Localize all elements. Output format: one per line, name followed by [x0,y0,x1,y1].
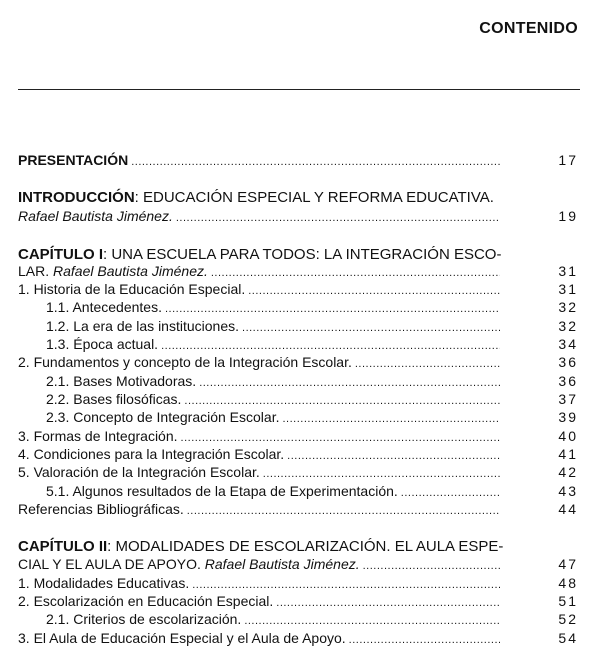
toc-entry-title [18,391,181,407]
page-number: 54 [558,630,578,646]
page-number: 32 [558,299,578,315]
dot-leader [211,267,500,279]
dot-leader [161,340,500,352]
toc-entry-title [18,208,173,224]
toc-entry-title [18,373,196,389]
dot-leader [276,597,500,609]
toc-entry-text: : EDUCACIÓN ESPECIAL Y REFORMA EDUCATIVA. [134,189,494,206]
dot-leader [282,413,500,425]
dot-leader [242,322,500,334]
toc-entry-text: 3. Formas de Integración. [18,428,178,444]
page-number: 37 [558,391,578,407]
toc-entry-title [18,593,273,609]
toc-entry-text: CIAL Y EL AULA DE APOYO. [18,556,205,572]
dot-leader [199,377,500,389]
toc-entry-title [18,409,279,425]
dot-leader [187,505,500,517]
dot-leader [244,615,500,627]
toc-entry [18,189,578,208]
toc-entry [18,373,578,392]
divider [18,89,580,90]
page-number: 36 [558,354,578,370]
page-number: 42 [558,464,578,480]
toc-entry-title [18,299,162,315]
page-number: 51 [558,593,578,609]
toc-entry-bold: CAPÍTULO I [18,246,103,263]
dot-leader [263,468,500,480]
page-number: 19 [558,208,578,224]
toc-entry-title [18,281,245,297]
toc-entry-title [18,318,239,334]
page-number: 44 [558,501,578,517]
toc-entry-text: 2.3. Concepto de Integración Escolar. [46,409,280,425]
dot-leader [248,285,500,297]
toc-entry-text: : MODALIDADES DE ESCOLARIZACIÓN. EL AULA ESPE- [107,538,504,555]
toc-entry-text: Referencias Bibliográficas. [18,501,184,517]
toc-entry [18,354,578,373]
page-number: 48 [558,575,578,591]
toc-entry [18,409,578,428]
toc-entry-title [18,501,184,517]
toc-entry [18,501,578,520]
toc-entry [18,281,578,300]
toc-entry-title [18,354,352,370]
toc-entry-title [18,538,503,555]
toc-entry [18,556,578,575]
dot-leader [184,395,500,407]
toc-entry-text: 1.3. Época actual. [46,336,159,352]
toc-entry-text: 2. Fundamentos y concepto de la Integración Escolar. [18,354,352,370]
dot-leader [192,579,500,591]
toc-entry [18,593,578,612]
toc-entry [18,299,578,318]
toc-entry-title [18,464,260,480]
toc-entry [18,464,578,483]
page-number: 41 [558,446,578,462]
dot-leader [287,450,500,462]
toc-entry [18,446,578,465]
dot-leader [401,487,500,499]
toc-entry-title [18,446,284,462]
page-heading: CONTENIDO [479,20,578,37]
toc-entry-title [18,263,208,279]
toc-entry [18,630,578,649]
page-number: 52 [558,611,578,627]
page-number: 17 [558,152,578,168]
page-number: 36 [558,373,578,389]
toc-entry [18,263,578,282]
dot-leader [363,560,500,572]
page-number: 43 [558,483,578,499]
toc-entry-bold: PRESENTACIÓN [18,152,129,168]
toc-entry-title [18,611,241,627]
dot-leader [165,303,500,315]
toc-entry [18,428,578,447]
dot-leader [131,156,500,168]
toc-entry [18,538,578,557]
toc-entry-text: 1. Historia de la Educación Especial. [18,281,246,297]
toc-entry-title [18,336,158,352]
toc-entry-italic: Rafael Bautista Jiménez. [53,263,208,279]
dot-leader [349,634,500,646]
toc-entry-title [18,152,128,168]
toc-entry [18,483,578,502]
page-number: 47 [558,556,578,572]
toc-entry [18,391,578,410]
dot-leader [181,432,500,444]
page-number: 39 [558,409,578,425]
toc-entry-text: 1.2. La era de las instituciones. [46,318,240,334]
toc-entry-title [18,575,189,591]
toc-entry-text: 3. El Aula de Educación Especial y el Aula de Apoyo. [18,630,346,646]
page-number: 31 [558,263,578,279]
toc-entry [18,336,578,355]
toc-entry-title [18,246,501,263]
toc-entry-text: 1. Modalidades Educativas. [18,575,190,591]
toc-entry [18,575,578,594]
toc-entry [18,318,578,337]
toc-entry-bold: CAPÍTULO II [18,538,108,555]
toc-entry-italic: Rafael Bautista Jiménez. [204,556,360,572]
toc-entry-italic: Rafael Bautista Jiménez. [18,208,173,224]
toc-entry-title [18,483,398,499]
page-number: 31 [558,281,578,297]
toc-entry-title [18,630,346,646]
toc-entry-title [18,556,360,572]
dot-leader [355,358,500,370]
toc-entry [18,208,578,227]
toc-entry-text: 2.1. Bases Motivadoras. [46,373,197,389]
page-number: 32 [558,318,578,334]
toc-entry-bold: INTRODUCCIÓN [18,189,135,206]
toc-entry-text: 4. Condiciones para la Integración Escolar. [18,446,285,462]
toc-entry-text: 5.1. Algunos resultados de la Etapa de Experimentación. [46,483,398,499]
toc-entry [18,152,578,171]
page-number: 40 [558,428,578,444]
dot-leader [176,212,500,224]
toc-entry-text: : UNA ESCUELA PARA TODOS: LA INTEGRACIÓN ESCO- [103,246,502,263]
toc-entry-text: 5. Valoración de la Integración Escolar. [18,464,260,480]
toc-entry-title [18,189,494,206]
toc-entry-text: 2. Escolarización en Educación Especial. [18,593,274,609]
toc-entry-text: 1.1. Antecedentes. [46,299,162,315]
toc-entry-text: 2.2. Bases filosóficas. [46,391,182,407]
toc-entry-text: LAR. [18,263,54,279]
toc-entry [18,611,578,630]
toc-entry-title [18,428,178,444]
toc-entry-text: 2.1. Criterios de escolarización. [46,611,242,627]
page-number: 34 [558,336,578,352]
